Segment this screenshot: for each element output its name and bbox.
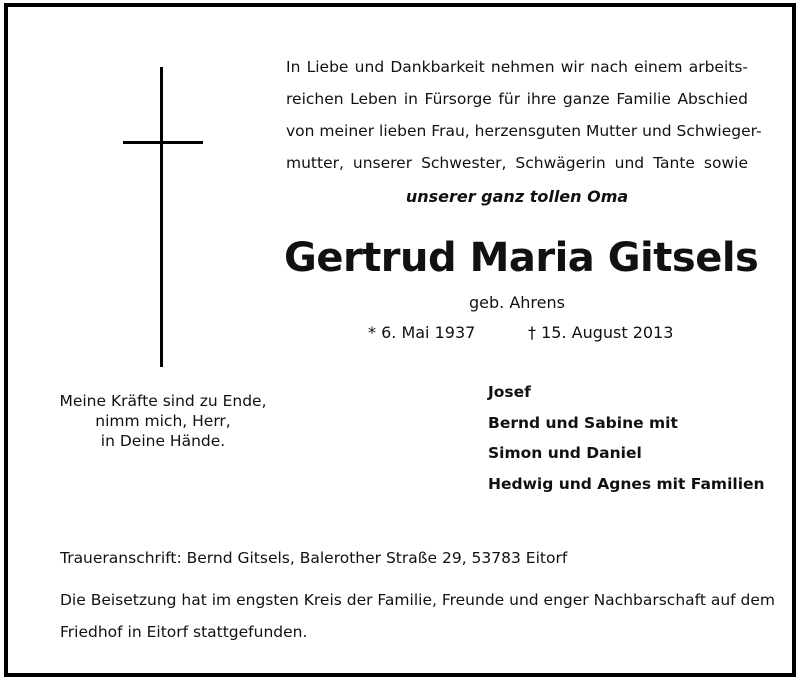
intro-line: mutter, unserer Schwester, Schwägerin und Tante sowie xyxy=(286,154,748,172)
intro-text xyxy=(286,51,762,179)
obituary-frame xyxy=(4,3,796,677)
birth-name: geb. Ahrens xyxy=(469,293,565,312)
verse-line: nimm mich, Herr, xyxy=(95,412,231,430)
verse xyxy=(38,391,288,451)
funeral-notice xyxy=(60,584,776,648)
verse-line: Meine Kräfte sind zu Ende, xyxy=(59,392,267,410)
cross-icon-horizontal xyxy=(123,141,203,144)
funeral-line: Friedhof in Eitorf stattgefunden. xyxy=(60,623,308,641)
intro-line: In Liebe und Dankbarkeit nehmen wir nach einem arbeits- xyxy=(286,58,748,76)
deceased-name: Gertrud Maria Gitsels xyxy=(284,235,759,281)
mourner-line: Hedwig und Agnes mit Familien xyxy=(488,474,765,493)
cross-icon-vertical xyxy=(160,67,163,367)
mourner-line: Bernd und Sabine mit xyxy=(488,413,678,432)
death-date: † 15. August 2013 xyxy=(528,323,674,342)
subtitle: unserer ganz tollen Oma xyxy=(405,187,629,206)
birth-date: * 6. Mai 1937 xyxy=(368,323,476,342)
funeral-line: Die Beisetzung hat im engsten Kreis der Familie, Freunde und enger Nachbarschaft auf dem xyxy=(60,591,776,609)
mourning-address: Traueranschrift: Bernd Gitsels, Balerother Straße 29, 53783 Eitorf xyxy=(60,549,568,567)
intro-line: von meiner lieben Frau, herzensguten Mutter und Schwieger- xyxy=(286,122,762,140)
mourner-line: Josef xyxy=(488,383,531,401)
verse-line: in Deine Hände. xyxy=(100,432,226,450)
intro-line: reichen Leben in Fürsorge für ihre ganze Familie Abschied xyxy=(286,90,748,108)
mourners-list xyxy=(488,377,788,499)
mourner-line: Simon und Daniel xyxy=(488,444,642,462)
